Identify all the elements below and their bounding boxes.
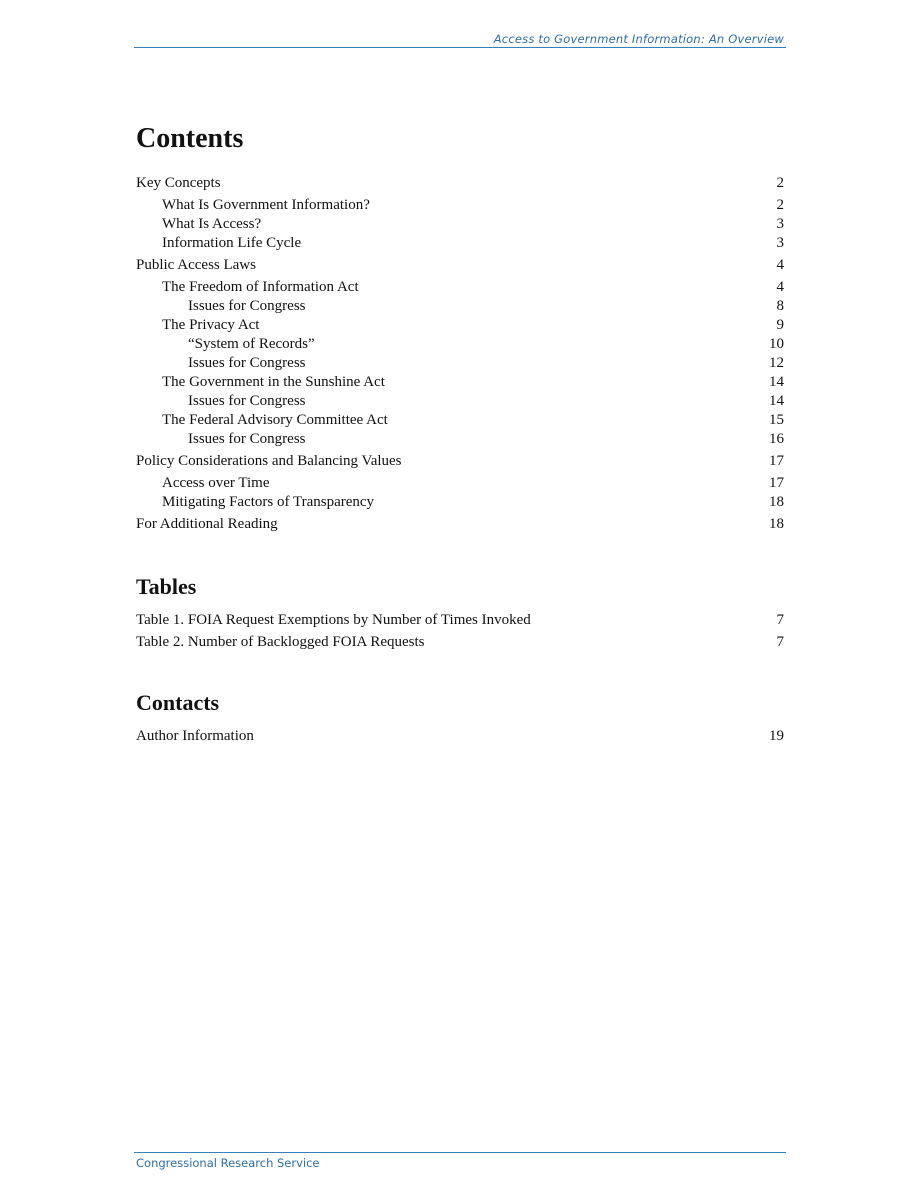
toc-entry-label: Issues for Congress: [188, 355, 306, 371]
toc-entry-label: Issues for Congress: [188, 431, 306, 447]
toc-entry-page: 18: [769, 494, 784, 510]
toc-entry-page: 10: [769, 336, 784, 352]
toc-entry-information-life-cycle[interactable]: [136, 234, 784, 253]
toc-entry-label: Public Access Laws: [136, 257, 256, 273]
tables-heading: Tables: [136, 574, 197, 599]
toc-entry-page: 15: [769, 412, 784, 428]
toc-entry-table-2[interactable]: [136, 633, 784, 652]
toc-entry-page: 14: [769, 393, 784, 409]
toc-entry-policy-considerations[interactable]: [136, 452, 784, 471]
toc-entry-page: 2: [776, 175, 784, 191]
toc-entry-what-is-access[interactable]: [136, 215, 784, 234]
toc-entry-page: 7: [776, 634, 784, 650]
toc-entry-page: 8: [776, 298, 784, 314]
toc-entry-page: 4: [776, 257, 784, 273]
toc-entry-label: Table 2. Number of Backlogged FOIA Requests: [136, 634, 425, 650]
toc-entry-for-additional-reading[interactable]: [136, 515, 784, 534]
toc-entry-what-is-government-information[interactable]: [136, 196, 784, 215]
toc-entry-author-information[interactable]: [136, 727, 784, 746]
toc-entry-mitigating-factors[interactable]: [136, 493, 784, 512]
toc-entry-label: Key Concepts: [136, 175, 221, 191]
toc-entry-label: What Is Access?: [162, 216, 262, 232]
contacts-heading: Contacts: [136, 690, 220, 715]
toc-entry-federal-advisory-committee-act[interactable]: [136, 411, 784, 430]
toc-entry-freedom-of-information-act[interactable]: [136, 278, 784, 297]
toc-entry-page: 9: [776, 317, 784, 333]
toc-entry-page: 3: [776, 216, 784, 232]
toc-entry-label: Mitigating Factors of Transparency: [162, 494, 375, 510]
running-footer: [134, 1152, 786, 1170]
publisher-name: Congressional Research Service: [136, 1156, 320, 1170]
toc-entry-label: The Freedom of Information Act: [162, 279, 359, 295]
toc-entry-label: Issues for Congress: [188, 298, 306, 314]
toc-entry-label: Issues for Congress: [188, 393, 306, 409]
toc-entry-public-access-laws[interactable]: [136, 256, 784, 275]
toc-entry-page: 12: [769, 355, 784, 371]
toc-entry-label: Access over Time: [162, 475, 270, 491]
toc-entry-label: Author Information: [136, 728, 254, 744]
contents-list: [136, 174, 784, 534]
contents-heading: Contents: [136, 123, 244, 154]
toc-entry-label: The Government in the Sunshine Act: [162, 374, 385, 390]
toc-entry-page: 3: [776, 235, 784, 251]
toc-entry-issues-for-congress-sunshine[interactable]: [136, 392, 784, 411]
running-header: [134, 32, 786, 48]
toc-entry-page: 18: [769, 516, 784, 532]
toc-entry-label: The Federal Advisory Committee Act: [162, 412, 388, 428]
toc-entry-label: The Privacy Act: [162, 317, 260, 333]
toc-entry-page: 19: [769, 728, 784, 744]
toc-entry-issues-for-congress-privacy[interactable]: [136, 354, 784, 373]
toc-entry-page: 14: [769, 374, 784, 390]
toc-entry-label: “System of Records”: [188, 336, 315, 352]
toc-entry-label: What Is Government Information?: [162, 197, 370, 213]
toc-entry-label: Information Life Cycle: [162, 235, 302, 251]
toc-entry-label: For Additional Reading: [136, 516, 278, 532]
toc-entry-page: 17: [769, 475, 784, 491]
toc-entry-system-of-records[interactable]: [136, 335, 784, 354]
toc-entry-access-over-time[interactable]: [136, 474, 784, 493]
toc-entry-table-1[interactable]: [136, 611, 784, 630]
running-title: Access to Government Information: An Overview: [493, 32, 784, 46]
toc-entry-page: 17: [769, 453, 784, 469]
toc-entry-page: 4: [776, 279, 784, 295]
tables-list: [136, 611, 784, 652]
toc-entry-label: Table 1. FOIA Request Exemptions by Number of Times Invoked: [136, 612, 531, 628]
toc-entry-privacy-act[interactable]: [136, 316, 784, 335]
toc-entry-page: 16: [769, 431, 784, 447]
toc-entry-page: 7: [776, 612, 784, 628]
toc-entry-label: Policy Considerations and Balancing Values: [136, 453, 402, 469]
toc-entry-key-concepts[interactable]: [136, 174, 784, 193]
toc-entry-page: 2: [776, 197, 784, 213]
toc-entry-government-in-the-sunshine-act[interactable]: [136, 373, 784, 392]
contacts-list: [136, 727, 784, 746]
toc-entry-issues-for-congress-faca[interactable]: [136, 430, 784, 449]
toc-entry-issues-for-congress-foia[interactable]: [136, 297, 784, 316]
